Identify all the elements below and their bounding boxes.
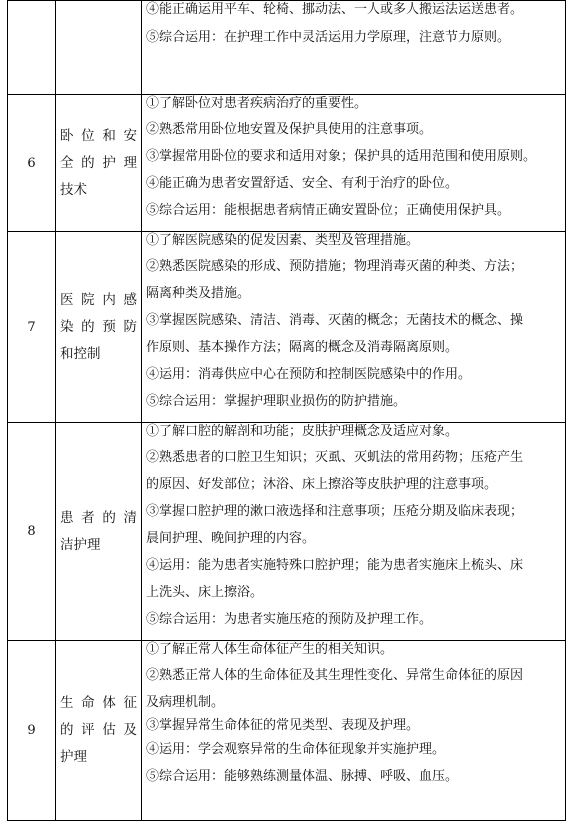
objective-line: ②熟悉正常人体的生命体征及其生理性变化、异常生命体征的原因 [146,668,524,683]
objective-line: ③掌握口腔护理的漱口液选择和注意事项；压疮分期及临床表现； [146,504,524,519]
topic-name-line: 医院内感 [60,291,137,308]
topic-name-cell [56,1,142,95]
objective-line: 作原则、基本操作方法；隔离的概念及消毒隔离原则。 [146,340,459,355]
table-row [8,641,566,821]
objective-line: 及病理机制。 [146,695,225,710]
objective-line: ⑤综合运用：掌握护理职业损伤的防护措施。 [146,394,407,409]
topic-name-cell [56,641,142,821]
objective-line: ③掌握异常生命体征的常见类型、表现及护理。 [146,718,420,733]
topic-name-line: 生命体征 [60,695,137,711]
objective-line: ④运用：能为患者实施特殊口腔护理；能为患者实施床上梳头、床 [146,558,524,573]
topic-name-line: 染的预防 [60,318,137,335]
topic-name-line: 卧位和安 [60,127,137,144]
objective-line: ⑤综合运用：在护理工作中灵活运用力学原理，注意节力原则。 [146,30,511,45]
table-row [8,95,566,232]
row-number-cell: 8 [8,423,56,641]
topic-name-line: 护理 [60,749,87,765]
objective-line: ④运用：消毒供应中心在预防和控制医院感染中的作用。 [146,367,472,382]
topic-name-line: 和控制 [60,345,101,362]
objectives-cell [142,95,566,232]
objectives-cell [142,423,566,641]
topic-name-line: 技术 [60,181,87,198]
objective-line: ①了解卧位对患者疾病治疗的重要性。 [146,96,368,111]
objective-line: ①了解正常人体生命体征产生的相关知识。 [146,642,394,657]
objectives-cell [142,1,566,95]
topic-name-line: 全的护理 [60,154,137,171]
topic-name-cell [56,95,142,232]
topic-name-cell [56,423,142,641]
objective-line: ②熟悉常用卧位地安置及保护具使用的注意事项。 [146,122,433,137]
objective-line: ④运用：学会观察异常的生命体征现象并实施护理。 [146,742,446,757]
objective-line: 隔离种类及措施。 [146,286,251,301]
objective-line: ④能正确为患者安置舒适、安全、有利于治疗的卧位。 [146,176,459,191]
row-number-cell: 6 [8,95,56,232]
objective-line: ⑤综合运用：为患者实施压疮的预防及护理工作。 [146,612,433,627]
table-row [8,232,566,423]
row-number-cell: 9 [8,641,56,821]
objective-line: 晨间护理、晚间护理的内容。 [146,531,316,546]
topic-name-line: 患者的清 [60,509,137,526]
topic-name-line: 的评估及 [60,722,137,738]
objective-line: ①了解口腔的解剖和功能；皮肤护理概念及适应对象。 [146,424,459,439]
objective-line: ③掌握医院感染、清洁、消毒、灭菌的概念；无菌技术的概念、操 [146,313,524,328]
objective-line: ②熟悉患者的口腔卫生知识；灭虱、灭虮法的常用药物；压疮产生 [146,450,524,465]
row-number-cell [8,1,56,95]
row-number-cell: 7 [8,232,56,423]
objective-line: ①了解医院感染的促发因素、类型及管理措施。 [146,233,420,248]
topic-name-line: 洁护理 [60,536,101,553]
table-row [8,1,566,95]
objective-line: ③掌握常用卧位的要求和适用对象；保护具的适用范围和使用原则。 [146,149,537,164]
objectives-cell [142,232,566,423]
syllabus-table [7,0,566,821]
objective-line: ⑤综合运用：能够熟练测量体温、脉搏、呼吸、血压。 [146,769,459,784]
objective-line: ⑤综合运用：能根据患者病情正确安置卧位；正确使用保护具。 [146,203,511,218]
objectives-cell [142,641,566,821]
topic-name-cell [56,232,142,423]
objective-line: ②熟悉医院感染的形成、预防措施；物理消毒灭菌的种类、方法； [146,259,524,274]
objective-line: ④能正确运用平车、轮椅、挪动法、一人或多人搬运法运送患者。 [146,2,524,17]
objective-line: 上洗头、床上擦浴。 [146,585,264,600]
table-row [8,423,566,641]
objective-line: 的原因、好发部位；沐浴、床上擦浴等皮肤护理的注意事项。 [146,477,498,492]
